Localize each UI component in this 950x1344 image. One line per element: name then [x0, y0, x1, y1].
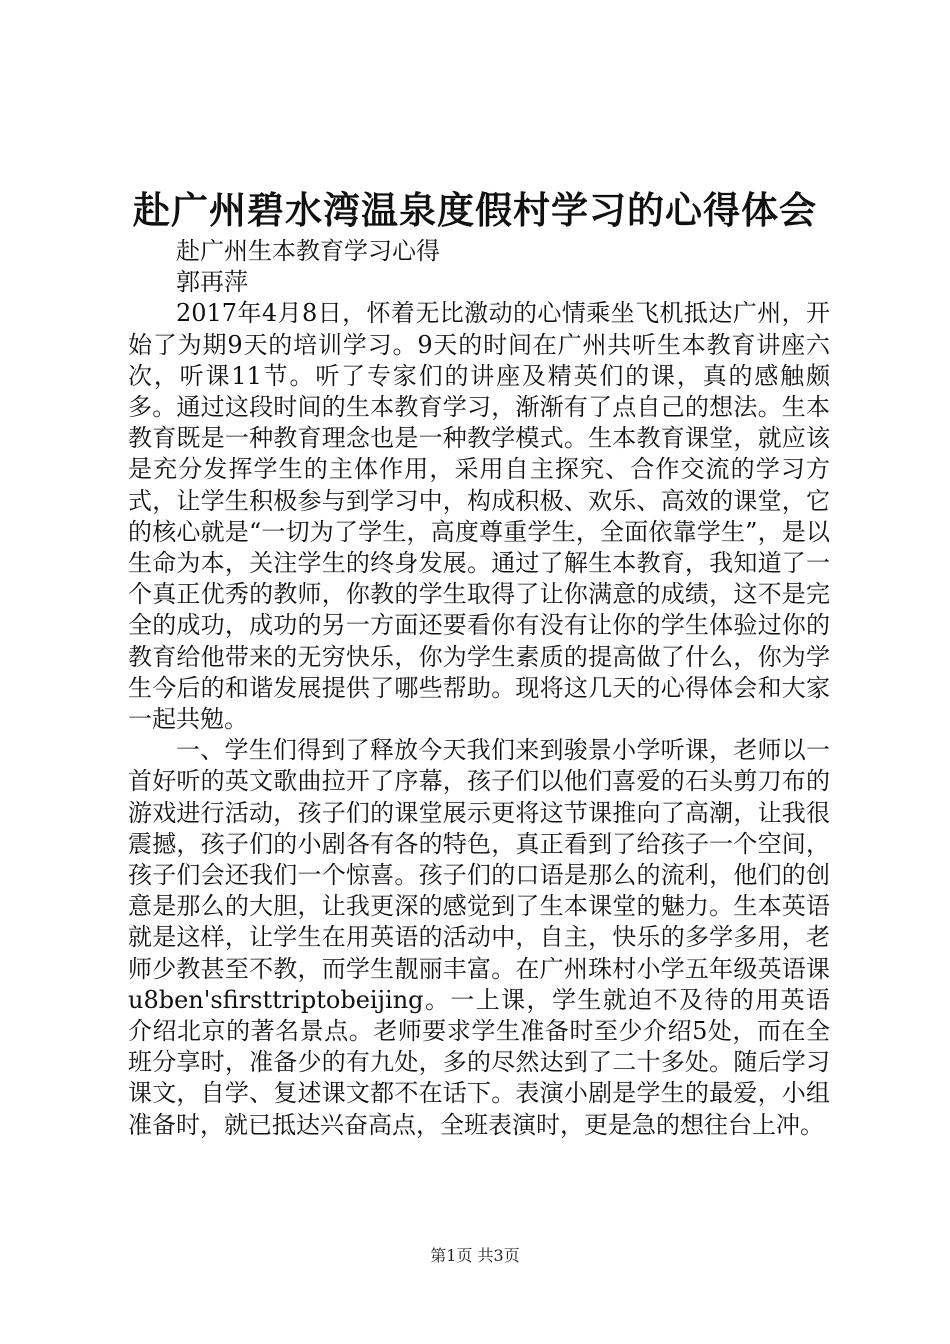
document-author: 郭再萍 — [176, 268, 248, 297]
body-paragraph: 一、学生们得到了释放今天我们来到骏景小学听课，老师以一首好听的英文歌曲拉开了序幕，孩子们以他们喜爱的石头剪刀布的游戏进行活动，孩子们的课堂展示更将这节课推向了高潮，让我很震撼，孩子们的小剧各有各的特色，真正看到了给孩子一个空间，孩子们会还我们一个惊喜。孩子们的口语是那么的流利，他们的创意是那么的大胆，让我更深的感觉到了生本课堂的魅力。生本英语就是这样，让学生在用英语的活动中，自主，快乐的多学多用，老师少教甚至不教，而学生靓丽丰富。在广州珠村小学五年级英语课u8ben'sfirsttriptobeijing。一上课，学生就迫不及待的用英语介绍北京的著名景点。老师要求学生准备时至少介绍5处，而在全班分享时，准备少的有九处，多的尽然达到了二十多处。随后学习课文，自学、复述课文都不在话下。表演小剧是学生的最爱，小组准备时，就已抵达兴奋高点，全班表演时，更是急的想往台上冲。 — [128, 736, 830, 1139]
document-title: 赴广州碧水湾温泉度假村学习的心得体会 — [133, 188, 817, 232]
document-body — [128, 236, 830, 1141]
page-footer: 第1页 共3页 — [430, 1246, 520, 1265]
body-paragraph: 2017年4月8日，怀着无比激动的心情乘坐飞机抵达广州，开始了为期9天的培训学习。9天的时间在广州共听生本教育讲座六次，听课11节。听了专家们的讲座及精英们的课，真的感触颇多。通过这段时间的生本教育学习，渐渐有了点自己的想法。生本教育既是一种教育理念也是一种教学模式。生本教育课堂，就应该是充分发挥学生的主体作用，采用自主探究、合作交流的学习方式，让学生积极参与到学习中，构成积极、欢乐、高效的课堂，它的核心就是“一切为了学生，高度尊重学生，全面依靠学生”，是以生命为本，关注学生的终身发展。通过了解生本教育，我知道了一个真正优秀的教师，你教的学生取得了让你满意的成绩，这不是完全的成功，成功的另一方面还要看你有没有让你的学生体验过你的教育给他带来的无穷快乐，你为学生素质的提高做了什么，你为学生今后的和谐发展提供了哪些帮助。现将这几天的心得体会和大家一起共勉。 — [128, 299, 830, 734]
document-subtitle: 赴广州生本教育学习心得 — [176, 237, 440, 265]
